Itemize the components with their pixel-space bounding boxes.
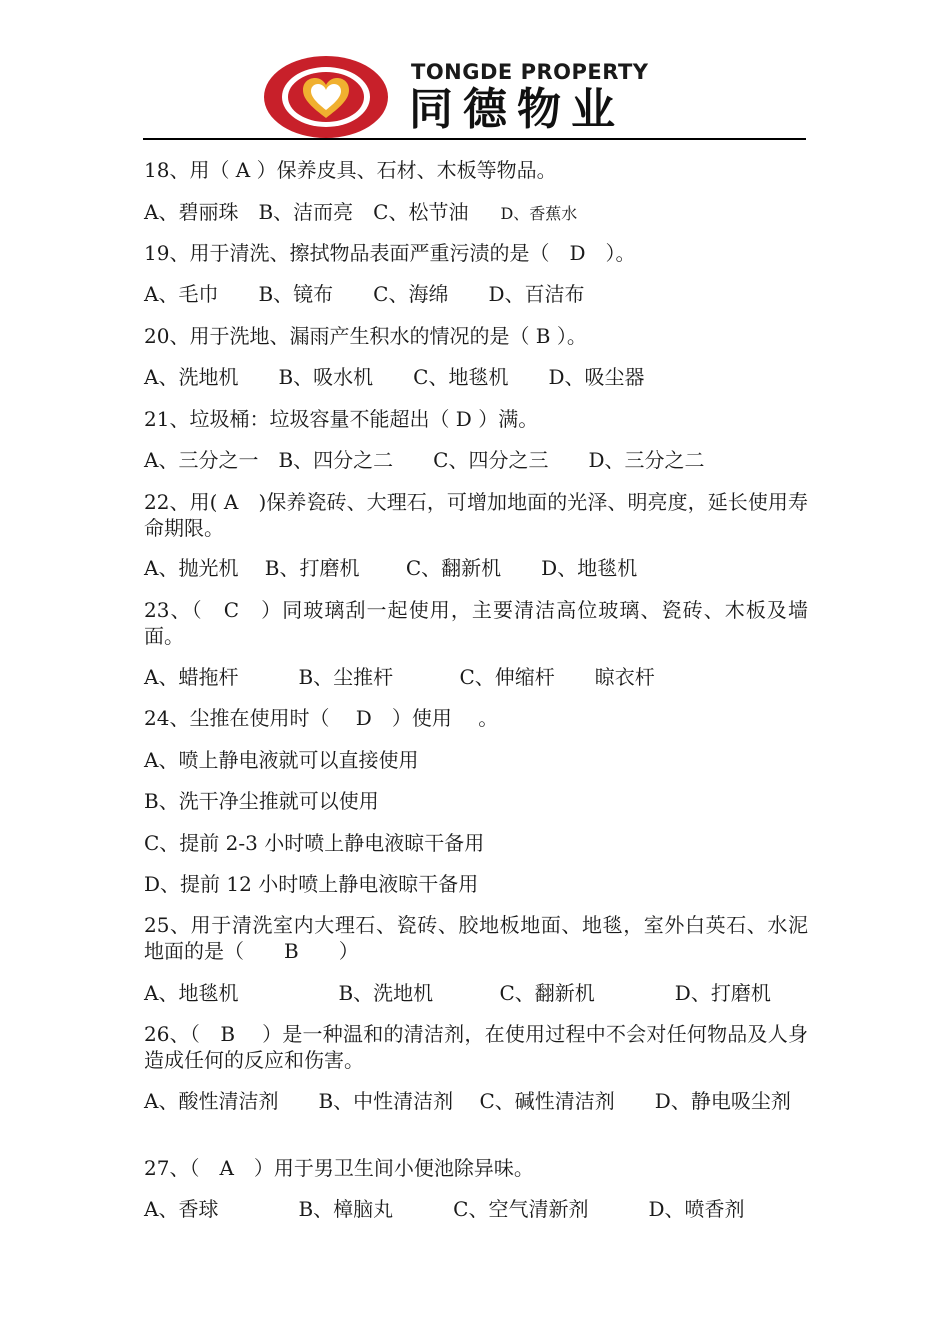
header-divider: [143, 138, 806, 140]
options-24-a: A、喷上静电液就可以直接使用: [144, 748, 419, 772]
company-logo: [261, 54, 391, 140]
options-18-d: D、香蕉水: [468, 204, 578, 223]
options-24-d: D、提前 12 小时喷上静电液晾干备用: [144, 872, 479, 896]
options-18: [144, 199, 577, 227]
question-19: 19、用于清洗、擦拭物品表面严重污渍的是（ D ）。: [144, 241, 636, 265]
options-26: A、酸性清洁剂 B、中性清洁剂 C、碱性清洁剂 D、静电吸尘剂: [144, 1089, 791, 1113]
question-22: 22、用( A )保养瓷砖、大理石，可增加地面的光泽、明亮度，延长使用寿命期限。: [144, 490, 808, 540]
options-24-b: B、洗干净尘推就可以使用: [144, 789, 379, 813]
options-22: A、抛光机 B、打磨机 C、翻新机 D、地毯机: [144, 556, 638, 580]
options-19: A、毛巾 B、镜布 C、海绵 D、百洁布: [144, 282, 585, 306]
question-26: 26、（ B ）是一种温和的清洁剂，在使用过程中不会对任何物品及人身造成任何的反应和伤害。: [144, 1022, 808, 1072]
question-27: 27、（ A ）用于男卫生间小便池除异味。: [144, 1156, 534, 1180]
options-25: A、地毯机 B、洗地机 C、翻新机 D、打磨机: [144, 981, 771, 1005]
question-20: 20、用于洗地、漏雨产生积水的情况的是（ B ）。: [144, 324, 587, 348]
question-24: 24、尘推在使用时（ D ）使用 。: [144, 706, 499, 730]
letterhead: [143, 50, 806, 142]
question-21: 21、垃圾桶：垃圾容量不能超出（ D ）满。: [144, 407, 539, 431]
options-23: A、蜡拖杆 B、尘推杆 C、伸缩杆 晾衣杆: [144, 665, 655, 689]
options-20: A、洗地机 B、吸水机 C、地毯机 D、吸尘器: [144, 365, 645, 389]
brand-name-chinese: 同德物业: [409, 84, 625, 135]
question-18: 18、用（ A ）保养皮具、石材、木板等物品。: [144, 158, 557, 182]
options-27: A、香球 B、樟脑丸 C、空气清新剂 D、喷香剂: [144, 1197, 745, 1221]
options-21: A、三分之一 B、四分之二 C、四分之三 D、三分之二: [144, 448, 705, 472]
question-23: 23、（ C ）同玻璃刮一起使用，主要清洁高位玻璃、瓷砖、木板及墙面。: [144, 598, 808, 648]
question-25: 25、用于清洗室内大理石、瓷砖、胶地板地面、地毯，室外白英石、水泥地面的是（ B ）: [144, 913, 808, 963]
brand-name-english: TONGDE PROPERTY: [411, 60, 649, 84]
options-18-main: A、碧丽珠 B、洁而亮 C、松节油: [144, 200, 469, 224]
options-24-c: C、提前 2-3 小时喷上静电液晾干备用: [144, 831, 485, 855]
